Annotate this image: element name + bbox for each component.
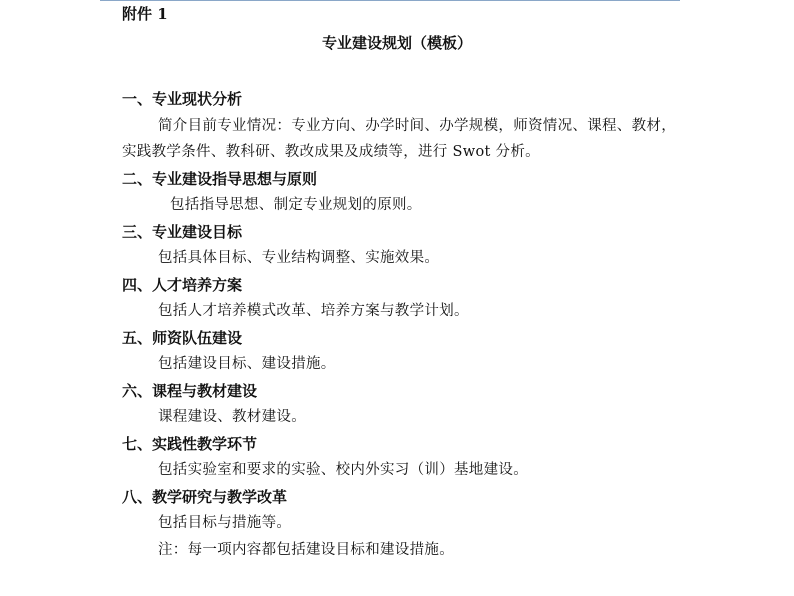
section-heading: 七、实践性教学环节 xyxy=(122,434,258,453)
section-body: 简介目前专业情况：专业方向、办学时间、办学规模，师资情况、课程、教材，实践教学条件、教科研、教改成果及成绩等，进行 Swot 分析。 xyxy=(122,117,676,160)
section-heading: 四、人才培养方案 xyxy=(122,275,243,294)
top-rule xyxy=(100,0,680,1)
section-heading: 八、教学研究与教学改革 xyxy=(122,487,288,506)
section-body: 包括目标与措施等。 xyxy=(158,515,292,531)
attachment-label: 附件 1 xyxy=(122,5,168,23)
section-heading: 一、专业现状分析 xyxy=(122,90,243,108)
section-construction-goals xyxy=(122,219,682,272)
section-note: 注：每一项内容都包括建设目标和建设措施。 xyxy=(158,541,454,558)
section-practical-teaching xyxy=(122,431,682,484)
section-guiding-principles xyxy=(122,166,682,219)
document-title: 专业建设规划（模板） xyxy=(321,34,472,52)
section-heading: 二、专业建设指导思想与原则 xyxy=(122,169,318,188)
section-heading: 五、师资队伍建设 xyxy=(122,328,243,347)
section-heading: 六、课程与教材建设 xyxy=(122,381,258,400)
section-training-plan xyxy=(122,272,682,325)
section-body: 包括人才培养模式改革、培养方案与教学计划。 xyxy=(158,303,469,319)
section-body: 课程建设、教材建设。 xyxy=(158,409,306,425)
section-heading: 三、专业建设目标 xyxy=(122,222,243,241)
section-courses-textbooks xyxy=(122,378,682,431)
section-body: 包括建设目标、建设措施。 xyxy=(158,356,336,372)
section-body: 包括实验室和要求的实验、校内外实习（训）基地建设。 xyxy=(158,462,528,478)
section-status-analysis xyxy=(122,86,682,166)
section-teaching-reform xyxy=(122,484,682,564)
section-body: 包括指导思想、制定专业规划的原则。 xyxy=(170,197,422,213)
document-body xyxy=(122,86,682,563)
section-faculty xyxy=(122,325,682,378)
section-body: 包括具体目标、专业结构调整、实施效果。 xyxy=(158,250,440,266)
